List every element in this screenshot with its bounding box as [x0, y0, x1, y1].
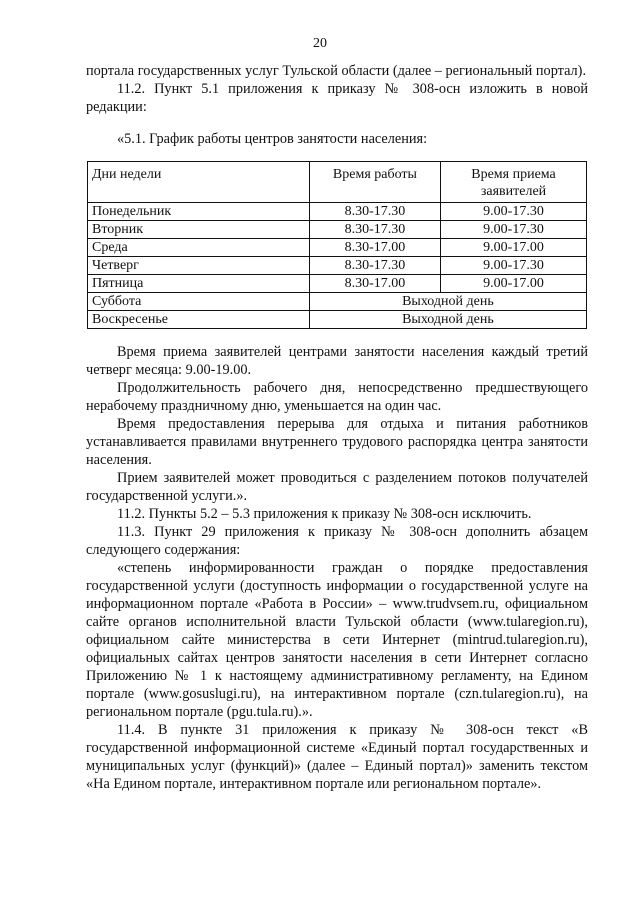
cell-day: Понедельник [88, 203, 310, 221]
paragraph-quoted-addition: «степень информированности граждан о порядке предоставления государственной услуги (доступность информации о государственной услуге на информационном портале «Работа в России» – www.trudvsem.ru, официальном сайте органов исполнительной власти Тульской области (www.tularegion.ru), официальном сайте министерства в сети Интернет (mintrud.tularegion.ru), официальных сайтах центров занятости населения в сети Интернет согласно Приложению № 1 к настоящему административному регламенту, на Едином портале (www.gosuslugi.ru), на интерактивном портале (czn.tularegion.ru), на региональном портале (pgu.tula.ru).». [86, 560, 588, 720]
paragraph-reception-flows: Прием заявителей может проводиться с разделением потоков получателей государственной услуги.». [86, 470, 588, 504]
document-body [86, 62, 588, 793]
cell-day-off: Выходной день [309, 293, 586, 311]
paragraph-item-11-2b: 11.2. Пункты 5.2 – 5.3 приложения к приказу № 308-осн исключить. [117, 506, 532, 522]
page-number: 20 [313, 36, 327, 51]
paragraph-break-time: Время предоставления перерыва для отдыха и питания работников устанавливается правилами внутреннего трудового распорядка центра занятости населения. [86, 416, 588, 468]
paragraph-table-caption: «5.1. График работы центров занятости населения: [117, 131, 428, 147]
header-days: Дни недели [88, 162, 310, 203]
header-work-time: Время работы [309, 162, 440, 203]
schedule-table [87, 161, 587, 329]
cell-day: Вторник [88, 221, 310, 239]
cell-day-off: Выходной день [309, 311, 586, 329]
cell-reception: 9.00-17.30 [441, 257, 587, 275]
cell-work: 8.30-17.00 [309, 239, 440, 257]
cell-work: 8.30-17.30 [309, 203, 440, 221]
table-row [88, 275, 587, 293]
cell-reception: 9.00-17.30 [441, 203, 587, 221]
cell-work: 8.30-17.00 [309, 275, 440, 293]
cell-day: Суббота [88, 293, 310, 311]
table-row [88, 203, 587, 221]
cell-work: 8.30-17.30 [309, 221, 440, 239]
cell-day: Воскресенье [88, 311, 310, 329]
table-row [88, 257, 587, 275]
table-row [88, 221, 587, 239]
paragraph-continuation: портала государственных услуг Тульской области (далее – региональный портал). [86, 63, 587, 79]
cell-reception: 9.00-17.30 [441, 221, 587, 239]
paragraph-item-11-2: 11.2. Пункт 5.1 приложения к приказу № 308-осн изложить в новой редакции: [86, 81, 588, 115]
cell-day: Среда [88, 239, 310, 257]
table-row [88, 239, 587, 257]
paragraph-item-11-3: 11.3. Пункт 29 приложения к приказу № 308-осн дополнить абзацем следующего содержания: [86, 524, 588, 558]
cell-reception: 9.00-17.00 [441, 275, 587, 293]
table-row [88, 311, 587, 329]
cell-day: Пятница [88, 275, 310, 293]
paragraph-pre-holiday: Продолжительность рабочего дня, непосредственно предшествующего нерабочему праздничному дню, уменьшается на один час. [86, 380, 588, 414]
table-row [88, 293, 587, 311]
header-reception-time: Время приема заявителей [441, 162, 587, 203]
cell-reception: 9.00-17.00 [441, 239, 587, 257]
paragraph-item-11-4: 11.4. В пункте 31 приложения к приказу № 308-осн текст «В государственной информационной системе «Единый портал государственных и муниципальных услуг (функций)» (далее – Единый портал)» заменить текстом «На Едином портале, интерактивном портале или региональном портале». [86, 722, 588, 792]
paragraph-third-thursday: Время приема заявителей центрами занятости населения каждый третий четверг месяца: 9.00-19.00. [86, 344, 588, 378]
cell-day: Четверг [88, 257, 310, 275]
cell-work: 8.30-17.30 [309, 257, 440, 275]
table-header-row [88, 162, 587, 203]
